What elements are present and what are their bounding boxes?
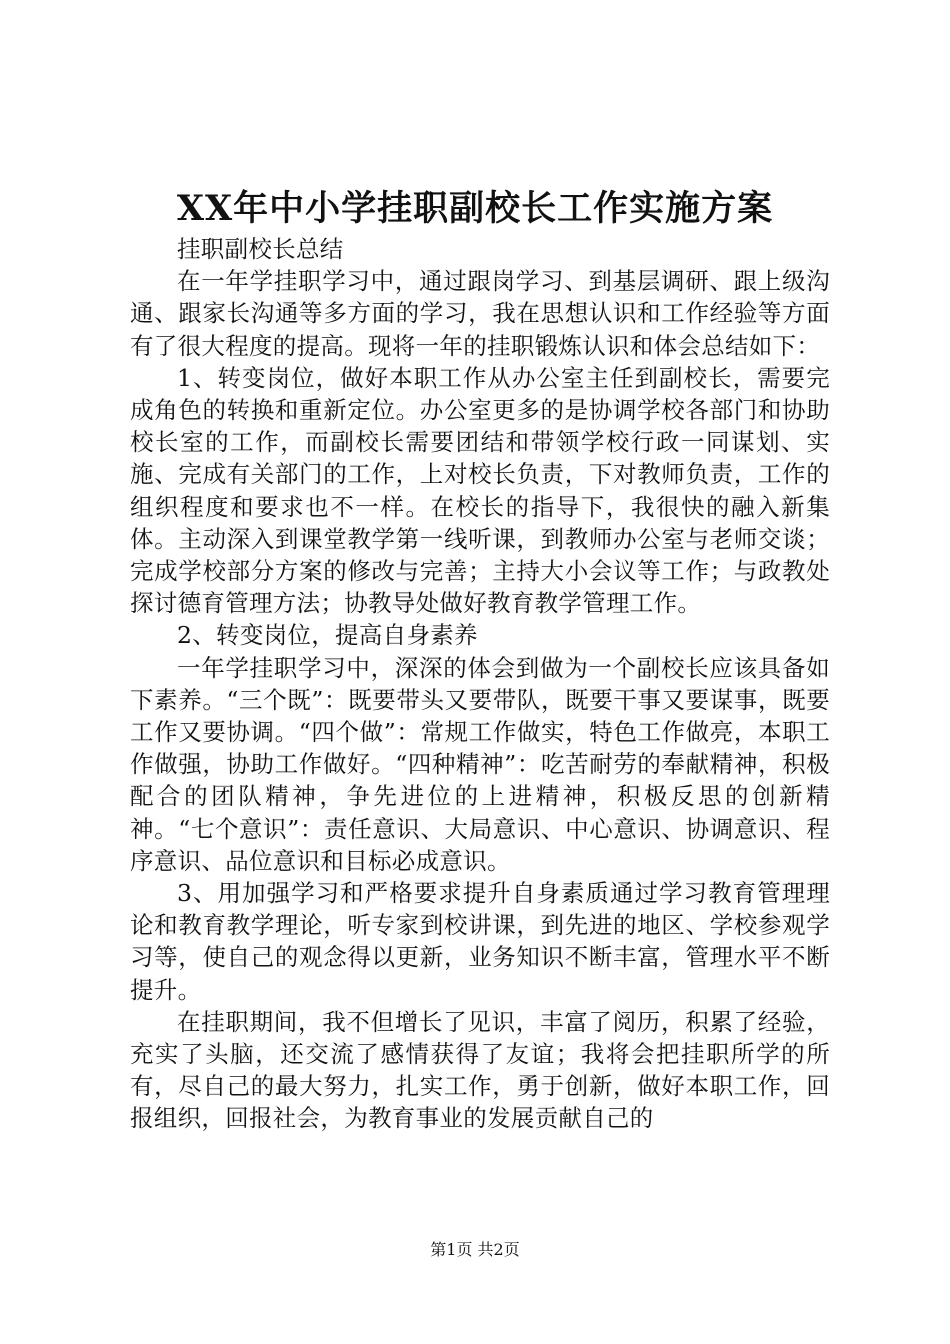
paragraph-section-2-heading: 2、转变岗位，提高自身素养 [177,621,478,650]
paragraph-section-1: 1、转变岗位，做好本职工作从办公室主任到副校长，需要完成角色的转换和重新定位。办公室更多的是协调学校各部门和协助校长室的工作，而副校长需要团结和带领学校行政一同谋划、实施、完成有关部门的工作，上对校长负责，下对教师负责，工作的组织程度和要求也不一样。在校长的指导下，我很快的融入新集体。主动深入到课堂教学第一线听课，到教师办公室与老师交谈；完成学校部分方案的修改与完善；主持大小会议等工作；与政教处探讨德育管理方法；协教导处做好教育教学管理工作。 [130,363,830,618]
paragraph-intro: 在一年学挂职学习中，通过跟岗学习、到基层调研、跟上级沟通、跟家长沟通等多方面的学习，我在思想认识和工作经验等方面有了很大程度的提高。现将一年的挂职锻炼认识和体会总结如下： [130,267,830,360]
page-footer: 第1页 共2页 [430,1240,520,1259]
document-body [130,233,830,1135]
document-title: XX年中小学挂职副校长工作实施方案 [176,188,774,229]
paragraph-section-2-body: 一年学挂职学习中，深深的体会到做为一个副校长应该具备如下素养。“三个既”：既要带头又要带队，既要干事又要谋事，既要工作又要协调。“四个做”：常规工作做实，特色工作做亮，本职工作做强，协助工作做好。“四种精神”：吃苦耐劳的奉献精神，积极配合的团队精神，争先进位的上进精神，积极反思的创新精神。“七个意识”：责任意识、大局意识、中心意识、协调意识、程序意识、品位意识和目标必成意识。 [130,653,830,875]
paragraph-section-3: 3、用加强学习和严格要求提升自身素质通过学习教育管理理论和教育教学理论，听专家到校讲课，到先进的地区、学校参观学习等，使自己的观念得以更新，业务知识不断丰富，管理水平不断提升。 [130,879,830,1004]
paragraph-conclusion: 在挂职期间，我不但增长了见识，丰富了阅历，积累了经验，充实了头脑，还交流了感情获得了友谊；我将会把挂职所学的所有，尽自己的最大努力，扎实工作，勇于创新，做好本职工作，回报组织，回报社会，为教育事业的发展贡献自己的 [130,1007,830,1133]
paragraph-subtitle: 挂职副校长总结 [177,235,344,263]
